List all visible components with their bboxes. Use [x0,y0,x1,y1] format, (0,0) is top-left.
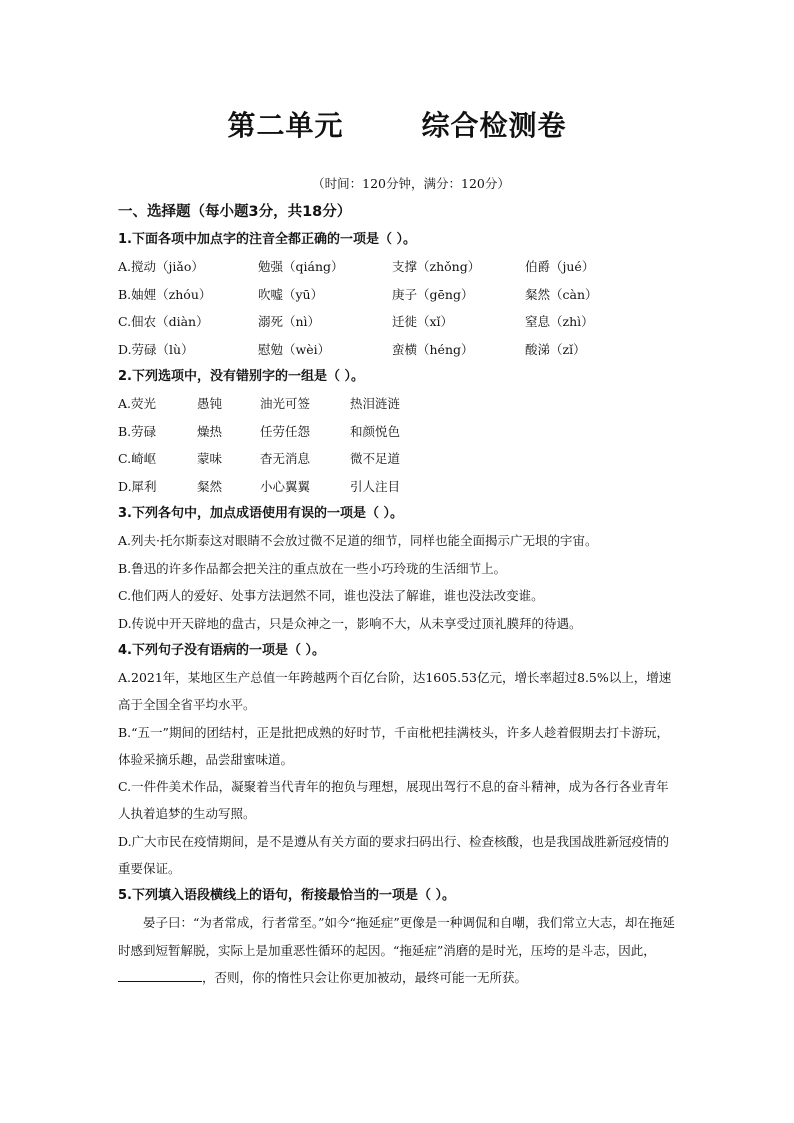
option-cell: 溺死（nì） [258,314,321,329]
question-4-stem: 4.下列句子没有语病的一项是（ ）。 [118,643,326,658]
option-cell: 窒息（zhì） [525,314,594,329]
option-cell: B.劳碌 [118,423,157,439]
exam-info: （时间：120分钟，满分：120分） [312,176,510,191]
question-4-option: D.广大市民在疫情期间，是不是遵从有关方面的要求扫码出行、检查核酸，也是我国战胜新冠疫情的重要保证。 [118,833,670,877]
option-cell: 慰勉（wèi） [258,341,331,357]
question-4-option: A.2021年，某地区生产总值一年跨越两个百亿台阶，达1605.53亿元，增长率超过8.5%以上，增速高于全国全省平均水平。 [118,670,672,713]
option-cell: D.劳碌（lù） [118,341,194,357]
option-cell: A.搅动（jiǎo） [118,259,204,274]
question-5-passage [118,909,678,991]
option-cell: C.崎岖 [118,451,157,466]
option-cell: 支撑（zhǒng） [392,259,481,274]
question-3-stem: 3.下列各句中，加点成语使用有误的一项是（ ）。 [118,506,404,521]
passage-text-before-blank: 晏子曰：“为者常成，行者常至。”如今“拖延症”更像是一种调侃和自嘲，我们常立大志，却在拖延时感到短暂解脱，实际上是加重恶性循环的起因。“拖延症”消磨的是时光，压垮的是斗志，因此， [118,915,675,958]
option-cell: 油光可签 [260,396,311,411]
option-cell: 伯爵（jué） [525,259,595,274]
option-cell: 微不足道 [350,451,401,466]
option-cell: 蒙味 [197,451,223,466]
question-2-option-row [118,418,678,446]
option-cell: 和颜悦色 [350,423,401,439]
question-5-stem: 5.下列填入语段横线上的语句，衔接最恰当的一项是（ ）。 [118,888,456,904]
option-cell: D.犀利 [118,478,157,494]
section-heading: 一、选择题（每小题3分，共18分） [118,204,352,220]
question-3-option: B.鲁迅的许多作品都会把关注的重点放在一些小巧玲珑的生活细节上。 [118,560,507,576]
question-4-option: B.“五一”期间的团结村，正是批把成熟的好时节，千亩枇杷挂满枝头，许多人趁着假期去打卡游玩，体验采摘乐趣，品尝甜蜜味道。 [118,724,669,767]
option-cell: 燥热 [197,423,223,439]
question-1-option-row [118,253,678,281]
option-cell: 勉强（qiáng） [258,259,344,274]
question-2-option-row [118,390,678,418]
option-cell: C.佃农（diàn） [118,314,209,329]
question-3-option: D.传说中开天辟地的盘古，只是众神之一，影响不大，从未享受过顶礼膜拜的待遇。 [118,615,582,631]
question-1-option-row [118,336,678,364]
passage-text-after-blank: ，否则，你的惰性只会让你更加被动，最终可能一无所获。 [202,969,528,985]
option-cell: 庚子（gēng） [392,286,474,302]
option-cell: 粲然（càn） [525,286,598,302]
title-unit: 第二单元 [227,109,344,142]
page-title [0,104,794,144]
question-2-stem: 2.下列选项中，没有错别字的一组是（ ）。 [118,369,365,384]
option-cell: 吹嘘（yū） [258,286,324,302]
option-cell: 愚钝 [197,396,223,411]
option-cell: A.荧光 [118,396,157,411]
question-3-option: A.列夫·托尔斯泰这对眼睛不会放过微不足道的细节，同样也能全面揭示广无垠的宇宙。 [118,533,598,548]
option-cell: 粲然 [197,478,223,494]
question-2-option-row [118,473,678,501]
option-cell: B.妯娌（zhóu） [118,286,212,302]
option-cell: 引人注目 [350,478,401,494]
question-3-option: C.他们两人的爱好、处事方法迥然不同，谁也没法了解谁，谁也没法改变谁。 [118,588,544,603]
question-1-stem: 1.下面各项中加点字的注音全都正确的一项是（ ）。 [118,232,417,247]
option-cell: 迁徙（xǐ） [392,314,454,329]
title-exam-name: 综合检测卷 [421,109,567,142]
option-cell: 任劳任怨 [260,423,311,439]
option-cell: 热泪涟涟 [350,396,401,411]
question-4-option: C.一件件美术作品，凝聚着当代青年的抱负与理想，展现出驾行不息的奋斗精神，成为各行各业青年人执着追梦的生动写照。 [118,779,669,822]
option-cell: 小心翼翼 [260,478,311,494]
question-2-option-row [118,445,678,473]
question-1-option-row [118,308,678,336]
option-cell: 蛮横（héng） [392,341,474,357]
option-cell: 酸涕（zǐ） [525,341,586,357]
option-cell: 杳无消息 [260,451,311,466]
question-1-option-row [118,281,678,309]
exam-content [118,198,678,991]
fill-in-blank [118,967,202,982]
